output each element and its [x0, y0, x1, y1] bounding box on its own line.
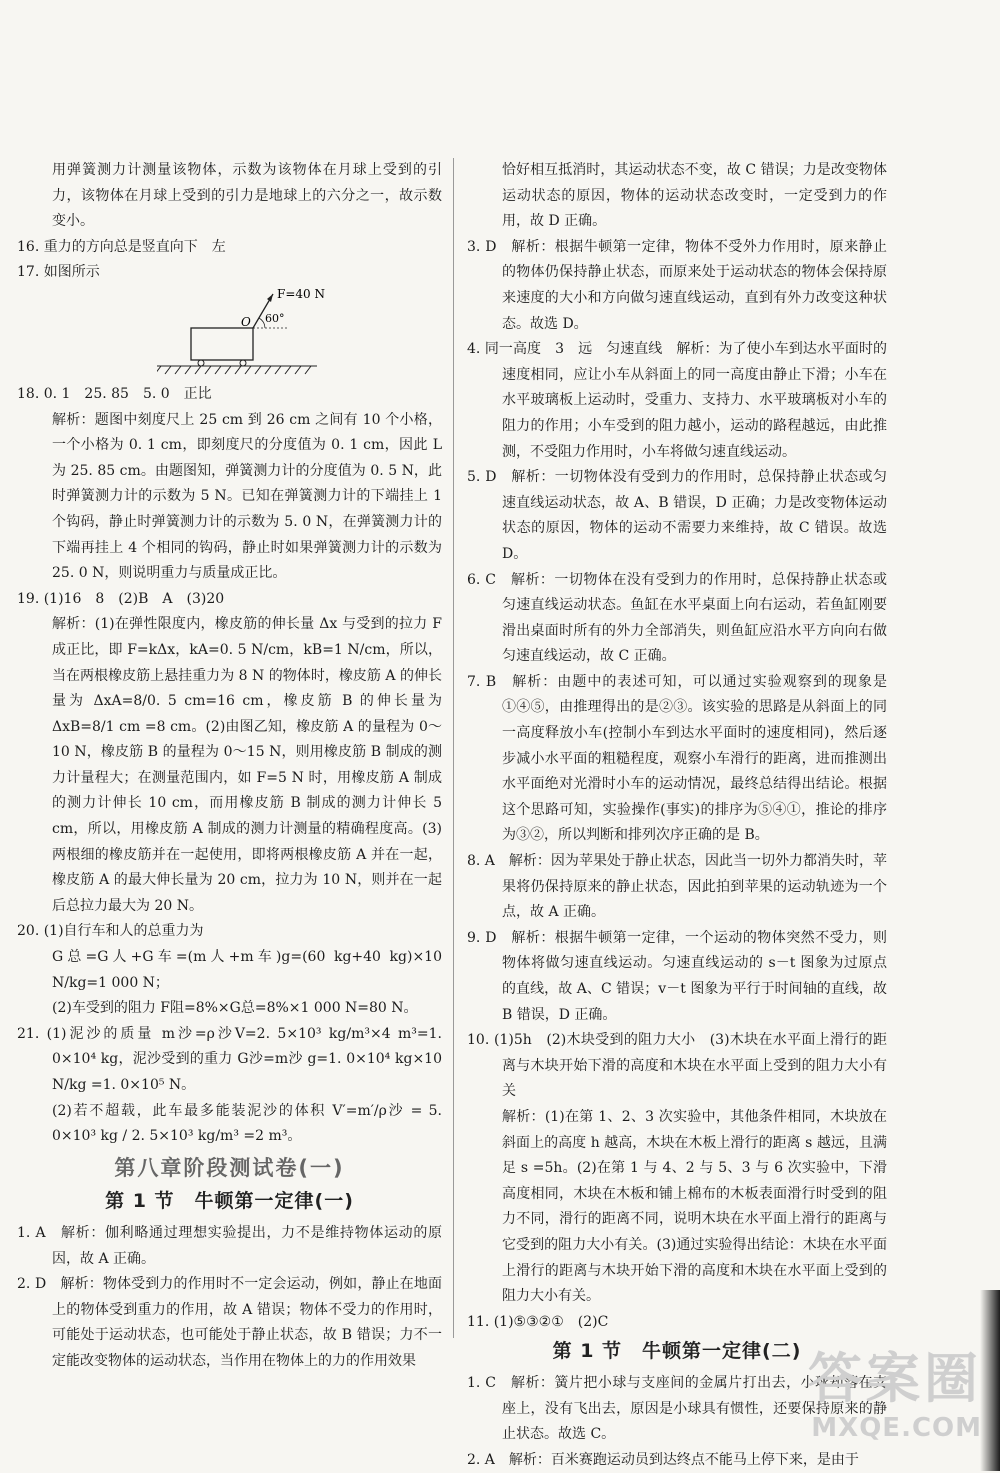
answer-4: 4. 同一高度 3 远 匀速直线 解析：为了使小车到达水平面时的速度相同，应让小车从斜面上的同一高度由静止下滑；小车在水平玻璃板上运动时，受重力、支持力、水平玻璃板对小车的阻力的作用；小车受到的阻力越小，运动的路程越远，由此推测，不受阻力作用时，小车将做匀速直线运动。 [467, 341, 887, 460]
watermark [808, 1336, 982, 1443]
answer-16: 16. 重力的方向总是竖直向下 左 [17, 238, 226, 255]
force-label: F=40 N [277, 286, 325, 301]
section-title-1: 第 1 节 牛顿第一定律(一) [105, 1190, 354, 1213]
answer-9: 9. D 解析：根据牛顿第一定律，一个运动的物体突然不受力，则物体将做匀速直线运动。匀速直线运动的 s－t 图象为过原点的直线，故 A、C 错误；v－t 图象为平行于时间轴的直线，故 B 错误，D 正确。 [467, 929, 887, 1023]
watermark-logo: 答案圈 [808, 1347, 982, 1410]
answer-21-part-2: (2)若不超载，此车最多能装泥沙的体积 V′=m′/ρ沙 = 5. 0×10³ kg / 2. 5×10³ kg/m³ =2 m³。 [52, 1102, 442, 1145]
answer-11: 11. (1)⑤③②① (2)C [467, 1313, 609, 1330]
chapter-title: 第八章阶段测试卷(一) [114, 1155, 345, 1180]
right-column [467, 158, 887, 1473]
watermark-url: MXQE.COM [811, 1413, 982, 1443]
section1-answer-2: 2. D 解析：物体受到力的作用时不一定会运动，例如，静止在地面上的物体受到重力的作用，故 A 错误；物体不受力的作用时，可能处于运动状态，也可能处于静止状态，故 B 错误；力不一定能改变物体的运动状态，当作用在物体上的力的作用效果 [17, 1276, 442, 1369]
left-continued-text: 用弹簧测力计测量该物体，示数为该物体在月球上受到的引力，该物体在月球上受到的引力是地球上的六分之一，故示数变小。 [52, 162, 442, 230]
answer-19-explanation: 解析：(1)在弹性限度内，橡皮筋的伸长量 Δx 与受到的拉力 F 成正比，即 F=kΔx，kA=0. 5 N/cm，kB=1 N/cm，所以，当在两根橡皮筋上悬挂重力为 8 N 的物体时，橡皮筋 A 的伸长量为 ΔxA=8/0. 5 cm=16 cm，橡皮筋 B 的伸长量为 ΔxB=8/1 cm =8 cm。(2)由图乙知，橡皮筋 A 的量程为 0～10 N，橡皮筋 B 的量程为 0～15 N，则用橡皮筋 B 制成的测力计量程大；在测量范围内，如 F=5 N 时，用橡皮筋 A 制成的测力计伸长 10 cm，而用橡皮筋 B 制成的测力计伸长 5 cm，所以，用橡皮筋 A 制成的测力计测量的精确程度高。(3)两根细的橡皮筋并在一起使用，即将两根橡皮筋 A 并在一起，橡皮筋 A 的最大伸长量为 20 cm，拉力为 10 N，则并在一起后总拉力最大为 20 N。 [52, 616, 442, 914]
cart-body [191, 328, 253, 360]
answer-20-formula-1: G总=G人+G车=(m人+m车)g=(60 kg+40 kg)×10 N/kg=1 000 N； [52, 949, 442, 991]
right-continued-text: 恰好相互抵消时，其运动状态不变，故 C 错误；力是改变物体运动状态的原因，物体的运动状态改变时，一定受到力的作用，故 D 正确。 [502, 162, 887, 230]
section1-answer-1: 1. A 解析：伽利略通过理想实验提出，力不是维持物体运动的原因，故 A 正确。 [17, 1224, 442, 1267]
answer-21-head: 21. (1)泥沙的质量 m沙=ρ沙V=2. 5×10³ kg/m³×4 m³=1. 0×10⁴ kg，泥沙受到的重力 G沙=m沙 g=1. 0×10⁴ kg×10 N/kg =1. 0×10⁵ N。 [17, 1025, 442, 1093]
section2-answer-1: 1. C 解析：簧片把小球与支座间的金属片打出去，小球却落在支座上，没有飞出去，原因是小球具有惯性，还要保持原来的静止状态。故选 C。 [467, 1374, 887, 1443]
angle-label: 60° [265, 311, 285, 325]
page-edge-shadow [980, 1290, 1000, 1471]
answer-19-head: 19. (1)16 8 (2)B A (3)20 [17, 590, 225, 607]
answer-8: 8. A 解析：因为苹果处于静止状态，因此当一切外力都消失时，苹果将仍保持原来的静止状态，因此拍到苹果的运动轨迹为一个点，故 A 正确。 [467, 853, 887, 921]
answer-5: 5. D 解析：一切物体没有受到力的作用时，总保持静止状态或匀速直线运动状态，故 A、B 错误，D 正确；力是改变物体运动状态的原因，物体的运动不需要力来维持，故 C 错误。故选 D。 [467, 469, 887, 562]
answer-7: 7. B 解析：由题中的表述可知，可以通过实验观察到的现象是①④⑤，由推理得出的是②③。该实验的思路是从斜面上的同一高度释放小车(控制小车到达水平面时的速度相同)，然后逐步减小水平面的粗糙程度，观察小车滑行的距离，进而推测出水平面绝对光滑时小车的运动情况，最终总结得出结论。根据这个思路可知，实验操作(事实)的排序为⑤④①，推论的排序为③②，所以判断和排列次序正确的是 B。 [467, 673, 887, 844]
answer-3: 3. D 解析：根据牛顿第一定律，物体不受外力作用时，原来静止的物体仍保持静止状态，而原来处于运动状态的物体会保持原来速度的大小和方向做匀速直线运动，直到有外力改变这种状态。故选 D。 [467, 238, 887, 332]
left-column [17, 158, 442, 1375]
answer-18-explanation: 解析：题图中刻度尺上 25 cm 到 26 cm 之间有 10 个小格，一个小格为 0. 1 cm，即刻度尺的分度值为 0. 1 cm，因此 L 为 25. 85 cm。由题图知，弹簧测力计的分度值为 0. 5 N，此时弹簧测力计的示数为 5 N。已知在弹簧测力计的下端挂上 1 个钩码，静止时弹簧测力计的示数为 5. 0 N，在弹簧测力计的下端再挂上 4 个相同的钩码，静止时如果弹簧测力计的示数为 25. 0 N，则说明重力与质量成正比。 [52, 411, 442, 582]
ground-hatching [157, 366, 317, 374]
answer-18-head: 18. 0. 1 25. 85 5. 0 正比 [17, 385, 212, 402]
answer-17: 17. 如图所示 [17, 264, 100, 281]
answer-10-explanation: 解析：(1)在第 1、2、3 次实验中，其他条件相同，木块放在斜面上的高度 h 越高，木块在木板上滑行的距离 s 越远，且满足 s =5h。(2)在第 1 与 4、2 与 5、3 与 6 次实验中，下滑高度相同，木块在木板和铺上棉布的木板表面滑行时受到的阻力不同，滑行的距离不同，说明木块在水平面上滑行的距离与它受到的阻力大小有关。(3)通过实验得出结论：木块在水平面上滑行的距离与木块开始下滑的高度和木块在水平面上受到的阻力大小有关。 [502, 1108, 887, 1305]
point-label: O [241, 314, 251, 329]
answer-20-head: 20. (1)自行车和人的总重力为 [17, 923, 204, 940]
column-divider [453, 158, 454, 1338]
section-title-2: 第 1 节 牛顿第一定律(二) [552, 1340, 802, 1363]
answer-6: 6. C 解析：一切物体在没有受到力的作用时，总保持静止状态或匀速直线运动状态。鱼缸在水平桌面上向右运动，若鱼缸刚要滑出桌面时所有的外力全部消失，则鱼缸应沿水平方向向右做匀速直线运动，故 C 正确。 [467, 571, 887, 665]
section2-answer-2: 2. A 解析：百米赛跑运动员到达终点不能马上停下来，是由于 [467, 1451, 859, 1468]
answer-10-head: 10. (1)5h (2)木块受到的阻力大小 (3)木块在水平面上滑行的距离与木块开始下滑的高度和木块在水平面上受到的阻力大小有关 [467, 1032, 887, 1100]
answer-20-formula-2: (2)车受到的阻力 F阻=8%×G总=8%×1 000 N=80 N。 [52, 1000, 418, 1017]
force-diagram [17, 286, 442, 382]
